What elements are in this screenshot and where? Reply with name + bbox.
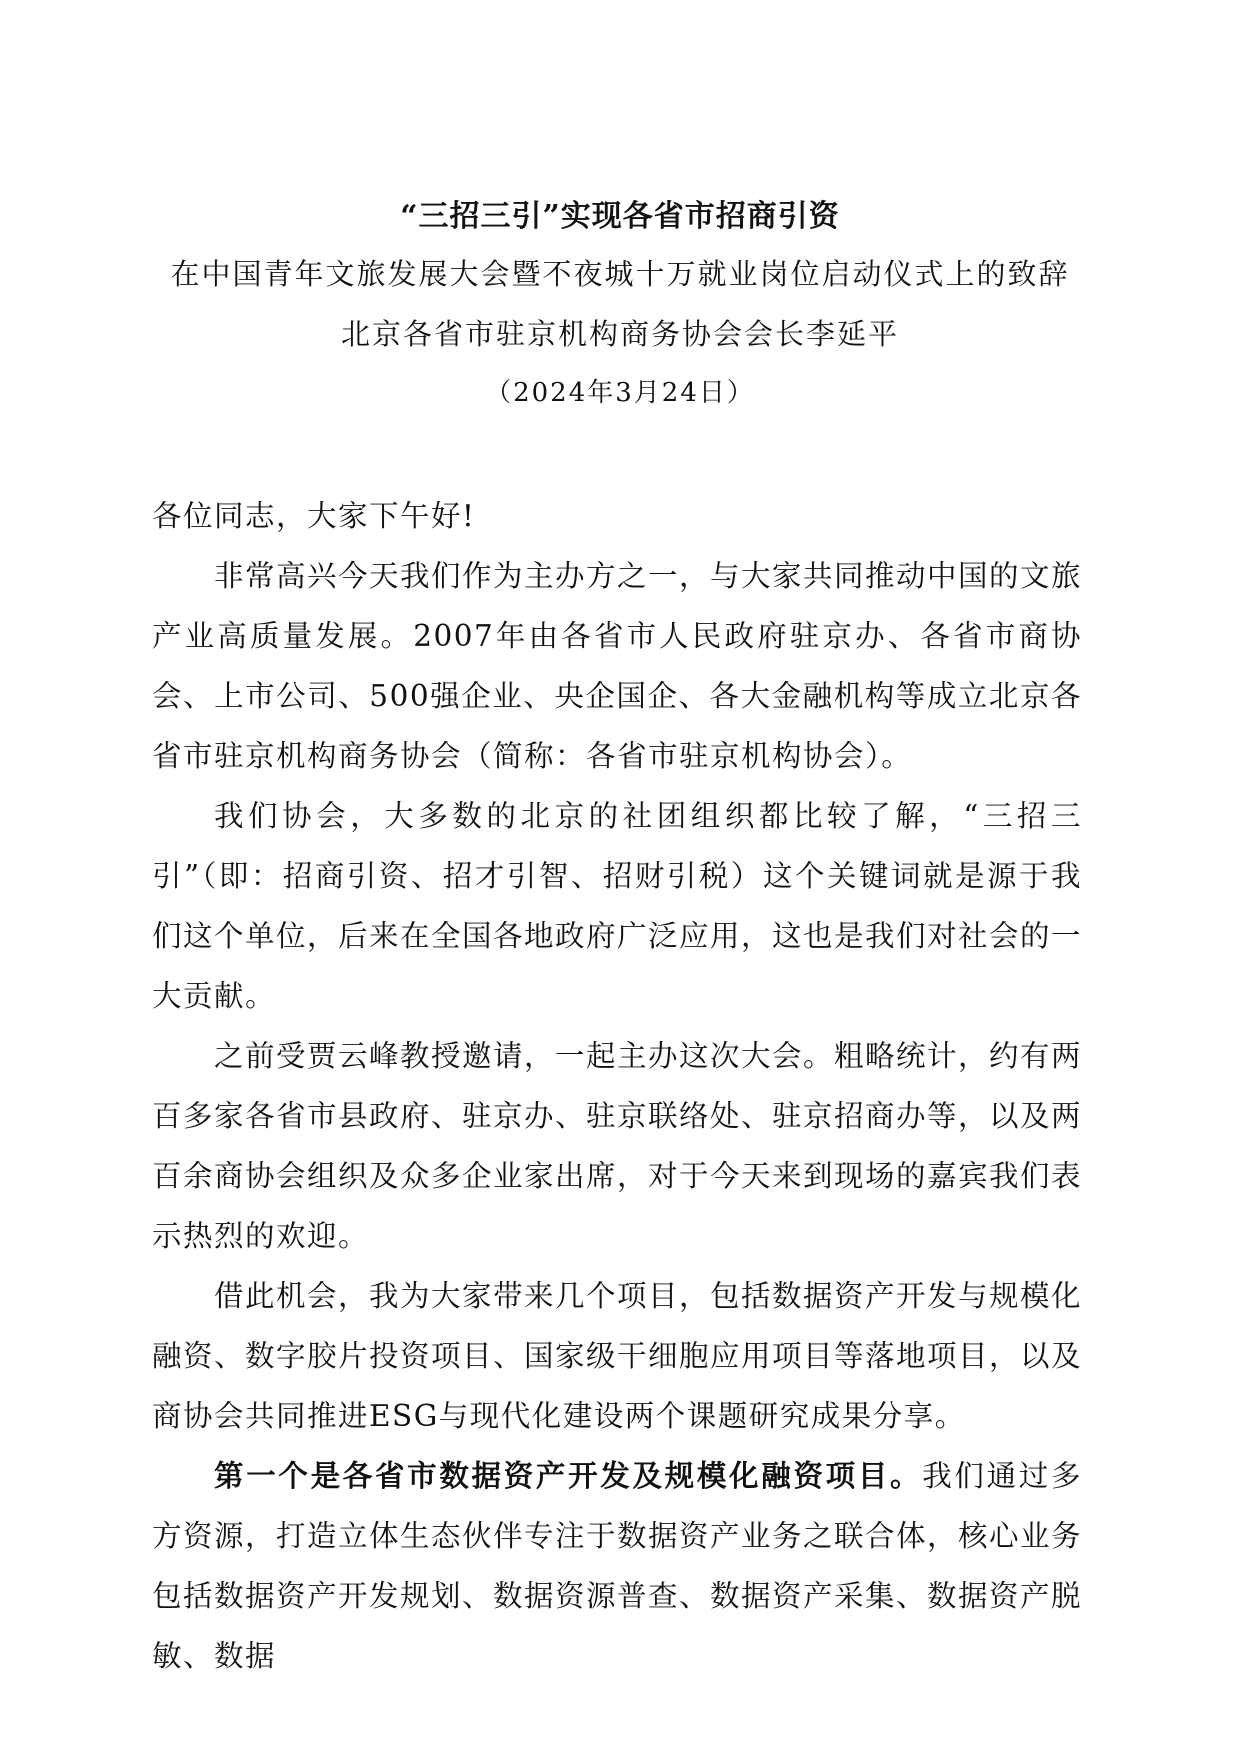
greeting-paragraph: 各位同志，大家下午好!: [152, 499, 476, 533]
speech-body: [152, 486, 1082, 1686]
project-heading: 第一个是各省市数据资产开发及规模化融资项目。: [214, 1458, 923, 1493]
body-paragraph: 借此机会，我为大家带来几个项目，包括数据资产开发与规模化融资、数字胶片投资项目、国家级干细胞应用项目等落地项目，以及商协会共同推进ESG与现代化建设两个课题研究成果分享。: [152, 1279, 1083, 1433]
body-paragraph: 之前受贾云峰教授邀请，一起主办这次大会。粗略统计，约有两百多家各省市县政府、驻京办、驻京联络处、驻京招商办等，以及两百余商协会组织及众多企业家出席，对于今天来到现场的嘉宾我们表示热烈的欢迎。: [152, 1039, 1083, 1253]
speech-date: （2024年3月24日）: [485, 378, 755, 408]
project-paragraph: [152, 1446, 1082, 1686]
speaker-line: 北京各省市驻京机构商务协会会长李延平: [340, 317, 899, 351]
speech-subtitle: 在中国青年文旅发展大会暨不夜城十万就业岗位启动仪式上的致辞: [170, 257, 1070, 291]
project-description: 我们通过多方资源，打造立体生态伙伴专注于数据资产业务之联合体，核心业务包括数据资产开发规划、数据资源普查、数据资产采集、数据资产脱敏、数据: [152, 1459, 1083, 1673]
page-title: “三招三引”实现各省市招商引资: [400, 199, 840, 234]
body-paragraph: 我们协会，大多数的北京的社团组织都比较了解，“三招三引”（即：招商引资、招才引智、招财引税）这个关键词就是源于我们这个单位，后来在全国各地政府广泛应用，这也是我们对社会的一大贡献。: [152, 799, 1083, 1013]
body-paragraph: 非常高兴今天我们作为主办方之一，与大家共同推动中国的文旅产业高质量发展。2007年由各省市人民政府驻京办、各省市商协会、上市公司、500强企业、央企国企、各大金融机构等成立北京各省市驻京机构商务协会（简称：各省市驻京机构协会）。: [152, 559, 1083, 773]
